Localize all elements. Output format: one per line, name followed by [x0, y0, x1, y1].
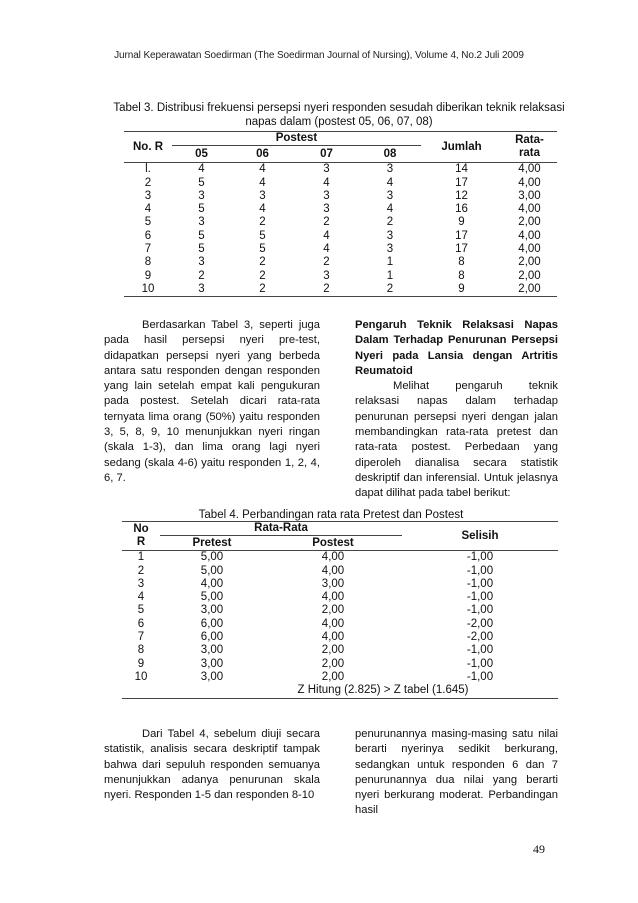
table-cell: 4	[198, 163, 205, 176]
table-cell: 17	[455, 243, 468, 256]
table-cell: 3	[259, 189, 266, 202]
table-row	[124, 216, 557, 229]
table-row	[124, 243, 557, 256]
table-cell: 17	[455, 176, 468, 189]
table-row	[124, 283, 557, 297]
table-cell: 4,00	[200, 577, 224, 590]
page-number: 49	[533, 842, 545, 856]
table-cell: 4,00	[518, 176, 541, 189]
table-cell: 5,00	[200, 591, 224, 604]
table-cell: 7	[144, 243, 152, 256]
table-row	[122, 644, 558, 657]
running-header: Jurnal Keperawatan Soedirman (The Soedirman Journal of Nursing), Volume 4, No.2 Juli 2009	[114, 50, 524, 61]
table-cell: 2,00	[518, 256, 541, 269]
table-row	[122, 658, 558, 671]
table-cell: 3	[386, 229, 394, 242]
table-cell: 3	[323, 203, 330, 216]
table-cell: 3,00	[200, 644, 224, 657]
table-cell: 3	[323, 189, 330, 202]
table-cell: 9	[137, 657, 145, 670]
table-cell: 1	[386, 269, 394, 282]
table-cell: 2	[144, 176, 152, 189]
right-column-1	[355, 318, 558, 502]
table-cell: 2	[386, 216, 394, 229]
table-row	[124, 256, 557, 269]
table-cell: 16	[455, 203, 468, 216]
table-cell: 4	[386, 203, 394, 216]
table-cell: 4,00	[321, 591, 345, 604]
table-cell: 5	[144, 216, 152, 229]
table3-header-rata-line2: rata	[518, 147, 541, 160]
table-cell: 5	[198, 203, 205, 216]
table4-header-no	[122, 522, 160, 551]
table-cell: 8	[144, 256, 152, 269]
table-row	[124, 190, 557, 203]
table-cell: -1,00	[466, 577, 494, 590]
table-cell: 3,00	[518, 189, 541, 202]
table-cell: 3	[386, 189, 394, 202]
table-cell: 4,00	[518, 163, 541, 176]
table3-subheader: 06	[231, 146, 294, 163]
table-cell: 2	[259, 269, 266, 282]
table3-header-postest: Postest	[275, 132, 318, 144]
table-row	[124, 270, 557, 283]
table-cell: 8	[458, 256, 465, 269]
table-cell: 3,00	[200, 657, 224, 670]
table-cell: 8	[137, 644, 145, 657]
table-cell: -1,00	[466, 644, 494, 657]
table4-header-rata-rata: Rata-Rata	[254, 522, 308, 534]
table-cell: 3	[386, 243, 394, 256]
left-paragraph-2	[104, 727, 320, 803]
table-cell: 5	[198, 229, 205, 242]
table3	[124, 131, 557, 297]
table-cell: 2,00	[518, 216, 541, 229]
table-cell: 3,00	[321, 577, 345, 590]
table-cell: 3	[386, 163, 394, 176]
table-cell: 4	[323, 229, 330, 242]
table-cell: 3	[144, 189, 152, 202]
table-row	[122, 631, 558, 644]
left-paragraph-2-text: Dari Tabel 4, sebelum diuji secara statistik, analisis secara deskriptif tampak bahwa dari sepuluh responden semuanya menunjukkan adanya penurunan skala nyeri. Responden 1-5 dan responden 8-10	[104, 728, 320, 802]
table-cell: 4,00	[321, 551, 345, 564]
table3-header-rata	[502, 132, 557, 163]
table-cell: 12	[455, 189, 468, 202]
table4-footer: Z Hitung (2.825) > Z tabel (1.645)	[297, 684, 469, 697]
table-cell: 2,00	[321, 670, 345, 683]
table-cell: 3	[198, 282, 205, 295]
table-cell: 2,00	[518, 282, 541, 295]
table-cell: 5	[137, 604, 145, 617]
table-row	[122, 671, 558, 684]
right-paragraph-1-text: Melihat pengaruh teknik relaksasi napas dalam terhadap penurunan persepsi nyeri dengan jalan membandingkan rata-rata pretest dan rata-rata postest. Perbedaan yang diperoleh dianalisa secara statistik deskriptif dan inferensial. Untuk jelasnya dapat dilihat pada tabel berikut:	[355, 380, 558, 500]
table-cell: 7	[137, 631, 145, 644]
table-cell: 2	[198, 269, 205, 282]
table-cell: -1,00	[466, 564, 494, 577]
table-cell: 4	[259, 163, 266, 176]
right-paragraph-2-text: penurunannya masing-masing satu nilai berarti nyerinya sedikit berkurang, sedangkan untuk responden 6 dan 7 penurunannya dua nilai yang berarti nyeri berkurang moderat. Perbandingan hasil	[355, 728, 558, 817]
table-cell: 3	[198, 189, 205, 202]
table-cell: 4,00	[321, 564, 345, 577]
table-cell: 3	[323, 269, 330, 282]
table-cell: 9	[458, 282, 465, 295]
table-cell: -1,00	[466, 657, 494, 670]
table-cell: 5	[198, 176, 205, 189]
table-cell: 3,00	[200, 604, 224, 617]
table-cell: 6,00	[200, 631, 224, 644]
table3-subheader: 05	[172, 146, 231, 163]
table-cell: 2	[259, 282, 266, 295]
table4-subheader-postest: Postest	[264, 536, 402, 551]
table-row	[122, 578, 558, 591]
table-cell: 3	[198, 256, 205, 269]
table-row	[124, 203, 557, 216]
table-cell: 2	[259, 256, 266, 269]
table-cell: 4	[259, 176, 266, 189]
table-cell: l.	[145, 163, 151, 176]
table-cell: -1,00	[466, 604, 494, 617]
table-cell: 2	[259, 216, 266, 229]
table-cell: 2	[323, 256, 330, 269]
table-cell: 4,00	[321, 631, 345, 644]
table-row	[122, 591, 558, 604]
table-row	[122, 551, 558, 565]
section-heading: Pengaruh Teknik Relaksasi Napas Dalam Terhadap Penurunan Persepsi Nyeri pada Lansia dengan Artritis Reumatoid	[355, 319, 558, 377]
table-cell: 3	[323, 163, 330, 176]
table-cell: 3	[137, 577, 145, 590]
table3-header-jumlah: Jumlah	[441, 140, 482, 153]
table3-caption-line2: napas dalam (postest 05, 06, 07, 08)	[245, 116, 433, 128]
table-cell: 2	[386, 282, 394, 295]
table-cell: 2	[323, 282, 330, 295]
table-row	[124, 177, 557, 190]
table-cell: 9	[458, 216, 465, 229]
table-cell: 10	[134, 670, 148, 683]
table-cell: 14	[455, 163, 468, 176]
table-cell: 8	[458, 269, 465, 282]
table-cell: 5	[259, 229, 266, 242]
table-cell: 2,00	[518, 269, 541, 282]
table-cell: 5	[198, 243, 205, 256]
table-cell: 2,00	[321, 604, 345, 617]
table-cell: 4	[137, 591, 145, 604]
table-cell: 4	[323, 176, 330, 189]
table-cell: -2,00	[466, 617, 494, 630]
table-row	[124, 163, 557, 177]
table-cell: 6	[137, 617, 145, 630]
table-cell: 2,00	[321, 644, 345, 657]
table-row	[122, 565, 558, 578]
table-cell: 6,00	[200, 617, 224, 630]
table-cell: 2	[137, 564, 145, 577]
table-row	[124, 230, 557, 243]
table-row	[122, 604, 558, 617]
table-cell: 1	[137, 551, 145, 564]
table-cell: 10	[141, 282, 155, 295]
table-cell: -1,00	[466, 670, 494, 683]
table-cell: 4	[144, 203, 152, 216]
table-cell: 5,00	[200, 564, 224, 577]
table-cell: 1	[386, 256, 394, 269]
table-cell: 9	[144, 269, 152, 282]
table-cell: 4,00	[321, 617, 345, 630]
table4	[122, 521, 558, 699]
table-cell: 4	[386, 176, 394, 189]
table-cell: -2,00	[466, 631, 494, 644]
table-cell: 3	[198, 216, 205, 229]
table4-header-selisih: Selisih	[461, 529, 499, 542]
table-cell: 6	[144, 229, 152, 242]
table-cell: 4,00	[518, 243, 541, 256]
table-cell: 4	[259, 203, 266, 216]
left-paragraph-1-text: Berdasarkan Tabel 3, seperti juga pada hasil persepsi nyeri pre-test, didapatkan persepsi nyeri yang berbeda antara satu responden dengan responden yang lain setelah empat kali pengukuran pada postest. Setelah dicari rata-rata ternyata lima orang (50%) yaitu responden 3, 5, 8, 9, 10 menunjukkan nyeri ringan (skala 1-3), dan lima orang lagi nyeri sedang (skala 4-6) yaitu responden 1, 2, 4, 6, 7.	[104, 319, 320, 484]
table3-caption-line1: Tabel 3. Distribusi frekuensi persepsi nyeri responden sesudah diberikan teknik relaksasi	[113, 102, 565, 114]
table-cell: 2	[323, 216, 330, 229]
table-row	[122, 618, 558, 631]
table3-header-no: No. R	[132, 140, 164, 153]
table4-subheader-pretest: Pretest	[160, 536, 264, 551]
table-cell: -1,00	[466, 591, 494, 604]
table-cell: 4	[323, 243, 330, 256]
right-paragraph-2	[355, 727, 558, 819]
table-cell: 17	[455, 229, 468, 242]
table-cell: 2,00	[321, 657, 345, 670]
table-cell: 4,00	[518, 203, 541, 216]
table4-header-no-line2: R	[136, 536, 146, 549]
table3-subheader: 07	[294, 146, 359, 163]
table3-subheader: 08	[359, 146, 421, 163]
left-paragraph-1	[104, 318, 320, 486]
table-cell: -1,00	[466, 551, 494, 564]
table-cell: 5,00	[200, 551, 224, 564]
table-cell: 3,00	[200, 670, 224, 683]
table4-caption: Tabel 4. Perbandingan rata rata Pretest dan Postest	[198, 509, 464, 521]
table-cell: 4,00	[518, 229, 541, 242]
table3-header-rata-line1: Rata-	[515, 133, 544, 146]
table-cell: 5	[259, 243, 266, 256]
table3-caption	[104, 101, 574, 129]
table4-header-no-line1: No	[133, 522, 149, 535]
